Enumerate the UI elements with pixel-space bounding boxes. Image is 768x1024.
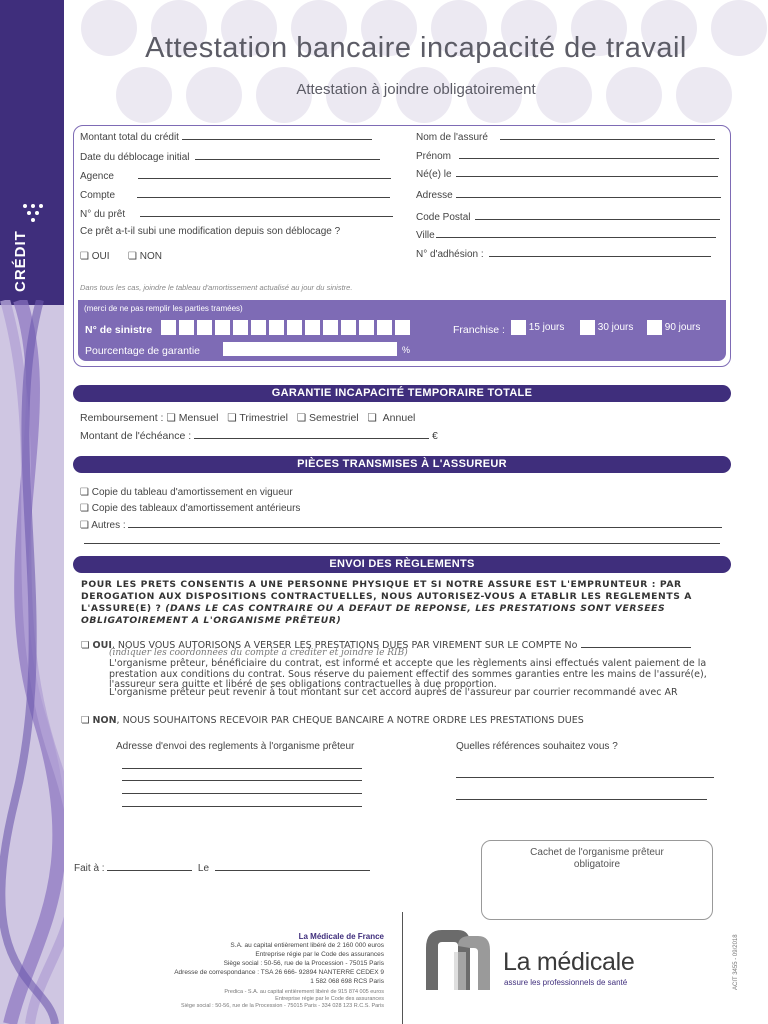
- garantie-label: Pourcentage de garantie: [85, 345, 201, 357]
- footer-line: S.A. au capital entièrement libéré de 2 160 000 euros: [230, 942, 384, 949]
- cachet-label: Cachet de l'organisme prêteur obligatoire: [530, 847, 664, 870]
- adresse-line-1[interactable]: [122, 768, 362, 769]
- field-ville[interactable]: Ville: [416, 228, 716, 241]
- insurer-only-box: [78, 300, 726, 361]
- franchise-label: Franchise :: [453, 324, 505, 336]
- document-reference: ACIT 3455 - 09/2018: [733, 934, 739, 990]
- logo-tagline: assure les professionnels de santé: [504, 978, 628, 987]
- sidebar-credit-label: CRÉDIT: [12, 230, 29, 292]
- footer-line: 1 582 068 698 RCS Paris: [310, 978, 384, 985]
- field-agence[interactable]: Agence: [80, 169, 391, 182]
- option-mensuel[interactable]: ❏ Mensuel: [166, 412, 219, 424]
- franchise-15-option[interactable]: 15 jours: [511, 320, 564, 335]
- adresse-line-3[interactable]: [122, 793, 362, 794]
- adresse-line-4[interactable]: [122, 806, 362, 807]
- section-pieces-title: PIÈCES TRANSMISES À L'ASSUREUR: [73, 456, 731, 473]
- section-envoi-title: ENVOI DES RÈGLEMENTS: [73, 556, 731, 573]
- field-montant-total[interactable]: Montant total du crédit: [80, 130, 372, 143]
- footer-predica-line: Predica - S.A. au capital entièrement libéré de 915 874 005 euros: [224, 989, 384, 995]
- adresse-envoi-label: Adresse d'envoi des reglements à l'organisme prêteur: [116, 741, 355, 752]
- insurer-note: (merci de ne pas remplir les parties tramées): [84, 304, 243, 313]
- modification-question: Ce prêt a-t-il subi une modification depuis son déblocage ?: [80, 226, 341, 237]
- la-medicale-logo-icon: [424, 926, 494, 992]
- field-code-postal[interactable]: Code Postal: [416, 210, 720, 223]
- references-line-1[interactable]: [456, 777, 714, 778]
- page-subtitle: Attestation à joindre obligatoirement: [296, 81, 536, 98]
- field-prenom[interactable]: Prénom: [416, 149, 719, 162]
- modification-yes-checkbox[interactable]: ❏ OUI: [80, 251, 110, 262]
- piece-tableau-vigueur[interactable]: ❏ Copie du tableau d'amortissement en vigueur: [80, 487, 293, 498]
- footer-line: Adresse de correspondance : TSA 26 666- 92894 NANTERRE CEDEX 9: [174, 969, 384, 976]
- autres-second-line[interactable]: [84, 543, 720, 544]
- oui-virement-option[interactable]: ❏ OUI, NOUS VOUS AUTORISONS A VERSER LES PRESTATIONS DUES PAR VIREMENT SUR LE COMPTE No: [81, 638, 721, 652]
- footer-company: La Médicale de France: [298, 932, 384, 941]
- cachet-box[interactable]: [481, 840, 713, 920]
- references-line-2[interactable]: [456, 799, 707, 800]
- sinistre-label: N° de sinistre: [85, 324, 153, 336]
- sidebar-wave-decoration: [0, 300, 64, 1024]
- field-numero-adhesion[interactable]: N° d'adhésion :: [416, 247, 711, 260]
- footer-predica-line: Siège social : 50-56, rue de la Procession - 75015 Paris - 334 028 123 R.C.S. Paris: [180, 1003, 384, 1009]
- adresse-line-2[interactable]: [122, 780, 362, 781]
- footer-line: Entreprise régie par le Code des assurances: [255, 951, 384, 958]
- footer-legal: [140, 932, 384, 1010]
- oui-paragraph-1: L'organisme prêteur, bénéficiaire du contrat, est informé et accepte que les règlements ainsi effectués valent paiement de la prestation aux conditions du contrat. Sous réserve du paiement effectif des sommes garanties entre les mains de l'assuré(e), l'assureur sera quitte et libéré de ses obligations contractuelles à due proportion.: [109, 658, 707, 690]
- field-compte[interactable]: Compte: [80, 188, 390, 201]
- logo-name: La médicale: [503, 948, 635, 976]
- oui-hint: (indiquer les coordonnées du compte à créditer et joindre le RIB): [109, 648, 408, 658]
- page-title: Attestation bancaire incapacité de travail: [145, 32, 687, 64]
- oui-paragraph-2: L'organisme prêteur peut revenir à tout montant sur cet accord auprès de l'assureur par courrier recommandé avec AR: [109, 687, 678, 698]
- option-semestriel[interactable]: ❏ Semestriel: [296, 412, 359, 424]
- piece-autres[interactable]: ❏ Autres :: [80, 518, 722, 531]
- percent-sign: %: [402, 345, 411, 355]
- piece-tableaux-anterieurs[interactable]: ❏ Copie des tableaux d'amortissement antérieurs: [80, 503, 301, 514]
- section-garantie-title: GARANTIE INCAPACITÉ TEMPORAIRE TOTALE: [73, 385, 731, 402]
- fait-a-field[interactable]: Fait à : Le: [74, 861, 370, 874]
- modification-no-checkbox[interactable]: ❏ NON: [128, 251, 162, 262]
- credit-dots-icon: [22, 203, 44, 225]
- references-label: Quelles références souhaitez vous ?: [456, 741, 618, 752]
- footer-divider: [402, 912, 403, 1024]
- footer-predica-line: Entreprise régie par le Code des assurances: [275, 996, 384, 1002]
- field-adresse[interactable]: Adresse: [416, 188, 721, 201]
- envoi-intro: POUR LES PRETS CONSENTIS A UNE PERSONNE PHYSIQUE ET SI NOTRE ASSURE EST L'EMPRUNTEUR : PAR DEROGATION AUX DISPOSITIONS CONTRACTUELLES, NOUS AUTORISEZ-VOUS A ETABLIR LES REGLEMENTS A L'ASSURE(E) ? (DANS LE CAS CONTRAIRE OU A DEFAUT DE REPONSE, LES PRESTATIONS SONT VERSEES OBLIGATOIREMENT A L'ORGANISME PRÊTEUR): [81, 579, 692, 626]
- footer-line: Siège social : 50-56, rue de la Procession - 75015 Paris: [223, 960, 384, 967]
- left-sidebar: [0, 0, 64, 1024]
- sinistre-number-boxes[interactable]: [161, 319, 410, 337]
- option-annuel[interactable]: ❏ Annuel: [367, 412, 416, 424]
- field-date-naissance[interactable]: Né(e) le: [416, 167, 718, 180]
- garantie-input[interactable]: [223, 342, 397, 356]
- option-trimestriel[interactable]: ❏ Trimestriel: [227, 412, 288, 424]
- franchise-90-option[interactable]: 90 jours: [647, 320, 700, 335]
- field-date-deblocage[interactable]: Date du déblocage initial: [80, 150, 380, 163]
- field-nom-assure[interactable]: Nom de l'assuré: [416, 130, 715, 143]
- field-numero-pret[interactable]: N° du prêt: [80, 207, 393, 220]
- form-note: Dans tous les cas, joindre le tableau d'amortissement actualisé au jour du sinistre.: [80, 283, 353, 292]
- remboursement-row: Remboursement : ❏ Mensuel ❏ Trimestriel ❏ Semestriel ❏ Annuel: [80, 412, 416, 424]
- franchise-30-option[interactable]: 30 jours: [580, 320, 633, 335]
- field-montant-echeance[interactable]: Montant de l'échéance : €: [80, 430, 438, 442]
- non-cheque-option[interactable]: ❏ NON, NOUS SOUHAITONS RECEVOIR PAR CHEQUE BANCAIRE A NOTRE ORDRE LES PRESTATIONS DUES: [81, 715, 584, 726]
